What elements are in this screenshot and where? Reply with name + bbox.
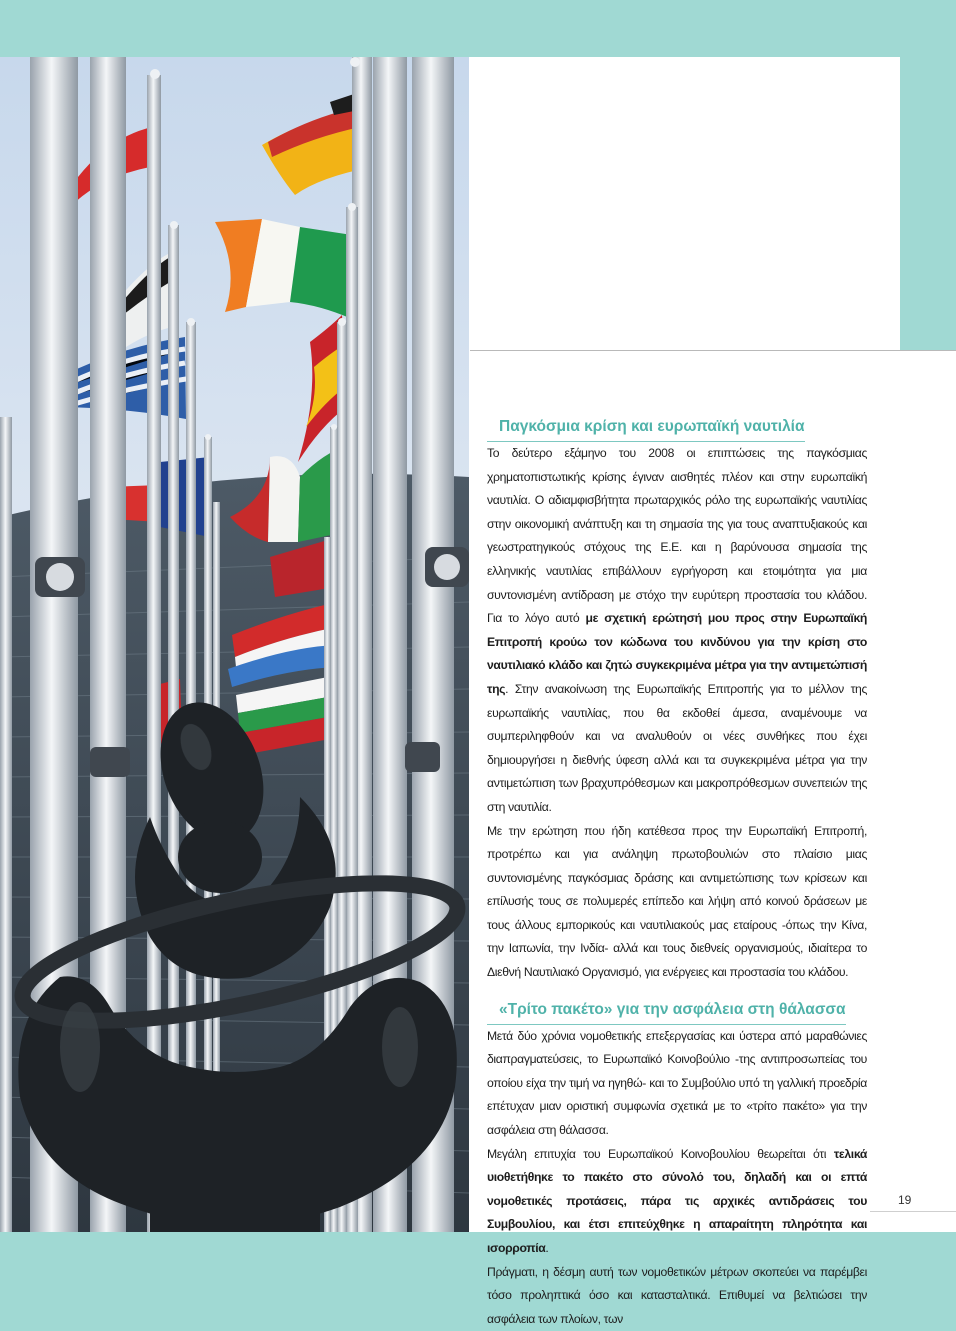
paragraph-package-3: Πράγματι, η δέσμη αυτή των νομοθετικών μέτρων σκοπεύει να παρέμβει τόσο προληπτικά όσο και κατασταλτικά. Επιθυμεί να βελτιώσει την ασφάλεια των πλοίων, των xyxy=(487,1264,867,1326)
paragraph-crisis-1 xyxy=(487,442,867,820)
paragraph-text: Μεγάλη επιτυχία του Ευρωπαϊκού Κοινοβουλίου θεωρείται ότι xyxy=(487,1146,834,1161)
paragraph-crisis-2: Με την ερώτηση που ήδη κατέθεσα προς την Ευρωπαϊκή Επιτροπή, προτρέπω και για ανάληψη πρωτοβουλιών στο πλαίσιο μιας συντονισμένης παγκόσμιας δράσης και αντιμετώπισης των κρίσεων και επίλυσής τους σε πολυμερές επίπεδο και λήψη από κοινού δράσεων με τους άλλους εμπορικούς και ναυτιλιακούς μας εταίρους -όπως την Κίνα, την Ιαπωνία, την Ινδία- αλλά και τους διεθνείς οργανισμούς, ιδιαίτερα το Διεθνή Ναυτιλιακό Οργανισμό, για ενέργειες και προστασία του κλάδου. xyxy=(487,823,867,980)
paragraph-bold-text: τελικά υιοθετήθηκε το πακέτο στο σύνολό του, δηλαδή και οι επτά νομοθετικές προτάσεις, πάρα τις αρχικές αντιδράσεις του Συμβουλίου, και έτσι επιτεύχθηκε η απαραίτητη πληρότητα και ισορροπία xyxy=(487,1146,867,1255)
article-text-column xyxy=(487,416,867,1331)
top-divider xyxy=(470,350,956,351)
paragraph-text: . xyxy=(545,1241,549,1255)
section-heading-third-package: «Τρίτο πακέτο» για την ασφάλεια στη θάλασσα xyxy=(487,999,846,1025)
paragraph-text: Το δεύτερο εξάμηνο του 2008 οι επιπτώσεις της παγκόσμιας χρηματοπιστωτικής κρίσης έγιναν αισθητές πλέον και στην ευρωπαϊκή ναυτιλία. Ο αδιαμφισβήτητα πρωταρχικός ρόλο της ευρωπαϊκής ναυτιλίας στην οικονομική ανάπτυξη και τη σημασία της για τους αναπτυξιακούς και γεωστρατηγικούς στόχους της Ε.Ε. και η βαρύνουσα σημασία της ελληνικής ναυτιλίας επιβάλλουν εγρήγορση και ετοιμότητα για μια συντονισμένη αντίδραση με στόχο την ευρύτερη προστασία του κλάδου. Για το λόγο αυτό xyxy=(487,446,867,626)
paragraph-bold-text: με σχετική ερώτησή μου προς στην Ευρωπαϊκή Επιτροπή κρούω τον κώδωνα του κινδύνου για την κρίση στο ναυτιλιακό κλάδο και ζητώ συγκεκριμένα μέτρα για την αντιμετώπισή της xyxy=(487,611,867,696)
flags-sculpture-photo xyxy=(0,57,469,1232)
section-heading-crisis: Παγκόσμια κρίση και ευρωπαϊκή ναυτιλία xyxy=(487,416,805,442)
paragraph-package-1: Μετά δύο χρόνια νομοθετικής επεξεργασίας και ύστερα από μαραθώνιες διαπραγματεύσεις, το Ευρωπαϊκό Κοινοβούλιο -της αντιπροσωπείας του οποίου είχα την τιμή να ηγηθώ- και το Συμβούλιο υπό τη γαλλική προεδρία επέτυχαν μιαν οριστική συμφωνία σχετικά με το «τρίτο πακέτο» για την ασφάλεια στη θάλασσα. xyxy=(487,1028,867,1138)
paragraph-package-2 xyxy=(487,1143,867,1261)
page-number: 19 xyxy=(898,1193,912,1207)
paragraph-text: . Στην ανακοίνωση της Ευρωπαϊκής Επιτροπής για το μέλλον της ευρωπαϊκής ναυτιλίας, που θα εκδοθεί άμεσα, αναμένουμε να συμπεριληφθούν και να αναλυθούν οι νέες συνθήκες που έχει δημιουργήσει η διεθνής ύφεση αλλά και τα συγκεκριμένα μέτρα για την αντιμετώπιση των βραχυπρόθεσμων και μακροπρόθεσμων συνεπειών της στη ναυτιλία. xyxy=(487,681,867,814)
teal-corner-block xyxy=(900,57,956,350)
bottom-divider xyxy=(870,1211,956,1212)
